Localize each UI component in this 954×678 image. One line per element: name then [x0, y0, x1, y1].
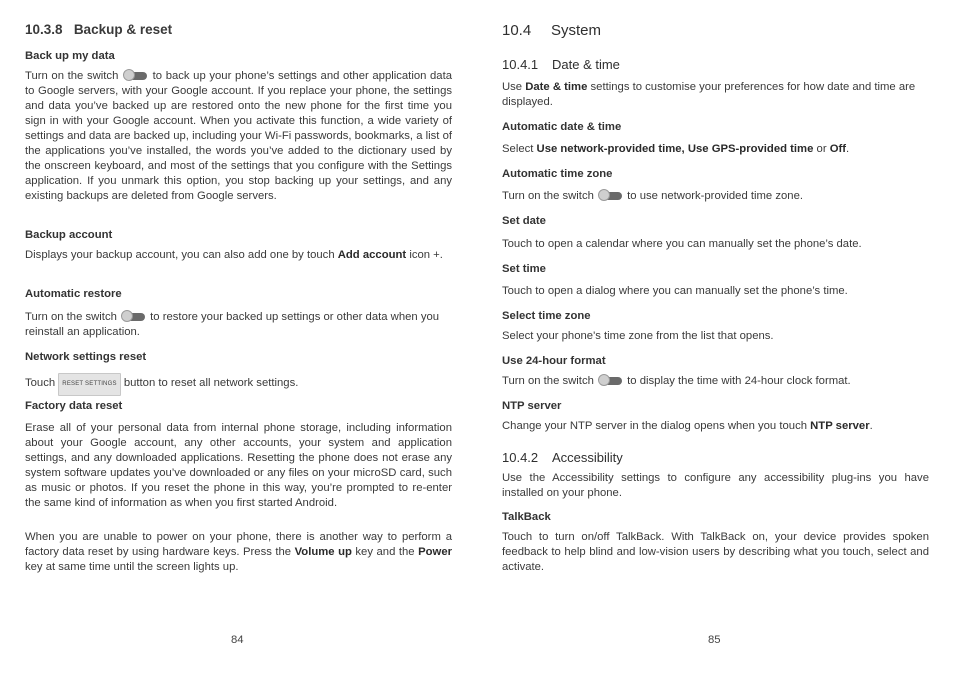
heading-network-settings-reset: Network settings reset: [25, 351, 147, 363]
paragraph-accessibility-intro: Use the Accessibility settings to configure any accessibility plug-ins you have installed on your phone.: [502, 472, 929, 499]
heading-set-time: Set time: [502, 263, 546, 275]
subsection-title: Accessibility: [552, 450, 623, 465]
toggle-switch-icon: [598, 189, 623, 202]
section-title: Backup & reset: [73, 22, 173, 37]
subsection-title: Date & time: [552, 57, 620, 72]
heading-ntp-server: NTP server: [502, 400, 562, 412]
section-number: 10.3.8: [25, 22, 63, 37]
section-number: 10.4: [502, 22, 532, 39]
paragraph-back-up-my-data: Turn on the switch to back up your phone’s settings and other application data to Google servers, with your Google account. If you replace your phone, the settings and data you’ve backed up are restored onto the new phone for the first time you sign in with your Google account. When you activate this function, a wide variety of settings and data are backed up, including your Wi-Fi passwords, bookmarks, a list of the applications you’ve installed, the words you’ve added to the dictionary used by the onscreen keyboard, and most of the settings that you configure with the Settings application. If you unmark this option, you stop backing up your settings, and any existing backups are deleted from Google servers.: [25, 70, 453, 202]
left-page: [25, 0, 452, 678]
paragraph-automatic-time-zone: Turn on the switch to use network-provided time zone.: [502, 190, 803, 202]
paragraph-backup-account: Displays your backup account, you can also add one by touch Add account icon +.: [25, 249, 443, 261]
heading-backup-account: Backup account: [25, 229, 113, 241]
paragraph-set-date: Touch to open a calendar where you can manually set the phone’s date.: [502, 238, 862, 250]
paragraph-talkback: Touch to turn on/off TalkBack. With TalkBack on, your device provides spoken feedback to help blind and low-vision users by describing what you touch, select and activate.: [502, 531, 929, 573]
subsection-heading-date-time: [502, 57, 620, 72]
paragraph-set-time: Touch to open a dialog where you can manually set the phone’s time.: [502, 285, 848, 297]
section-heading-backup-reset: [25, 22, 172, 37]
heading-talkback: TalkBack: [502, 511, 551, 523]
paragraph-automatic-restore: Turn on the switch to restore your backed up settings or other data when you reinstall an application.: [25, 311, 440, 338]
page-number: 84: [231, 634, 244, 646]
right-page: [502, 0, 929, 678]
reset-settings-button-image: RESET SETTINGS: [58, 373, 120, 396]
heading-select-time-zone: Select time zone: [502, 310, 591, 322]
heading-use-24-hour-format: Use 24-hour format: [502, 355, 606, 367]
subsection-heading-accessibility: [502, 450, 623, 465]
section-title: System: [551, 22, 602, 39]
paragraph-network-settings-reset: Touch RESET SETTINGS button to reset all network settings.: [25, 373, 452, 396]
subsection-number: 10.4.2: [502, 450, 539, 465]
heading-set-date: Set date: [502, 215, 546, 227]
paragraph-date-time-intro: Use Date & time settings to customise your preferences for how date and time are displayed.: [502, 81, 916, 108]
paragraph-automatic-date-time: Select Use network-provided time, Use GPS-provided time or Off.: [502, 143, 850, 155]
page-number: 85: [708, 634, 721, 646]
heading-factory-data-reset: Factory data reset: [25, 400, 123, 412]
toggle-switch-icon: [123, 69, 148, 82]
subsection-number: 10.4.1: [502, 57, 539, 72]
paragraph-hardware-keys-reset: When you are unable to power on your phone, there is another way to perform a factory data reset by using hardware keys. Press the Volume up key and the Power key at same time until the screen lights up.: [25, 531, 452, 573]
heading-automatic-time-zone: Automatic time zone: [502, 168, 613, 180]
paragraph-select-time-zone: Select your phone's time zone from the list that opens.: [502, 330, 774, 342]
toggle-switch-icon: [121, 310, 146, 323]
section-heading-system: [502, 22, 601, 39]
paragraph-ntp-server: Change your NTP server in the dialog opens when you touch NTP server.: [502, 420, 873, 432]
toggle-switch-icon: [598, 374, 623, 387]
heading-automatic-date-time: Automatic date & time: [502, 121, 622, 133]
heading-back-up-my-data: Back up my data: [25, 50, 115, 62]
heading-automatic-restore: Automatic restore: [25, 288, 122, 300]
paragraph-use-24-hour-format: Turn on the switch to display the time with 24-hour clock format.: [502, 375, 851, 387]
paragraph-factory-data-reset: Erase all of your personal data from internal phone storage, including information about your Google account, any other accounts, your system and application settings, and any downloaded applications. Resetting the phone does not erase any system software updates you’ve downloaded or any files on your microSD card, such as music or photos. If you reset the phone in this way, you’re prompted to re-enter the same kind of information as when you first started Android.: [25, 422, 452, 509]
